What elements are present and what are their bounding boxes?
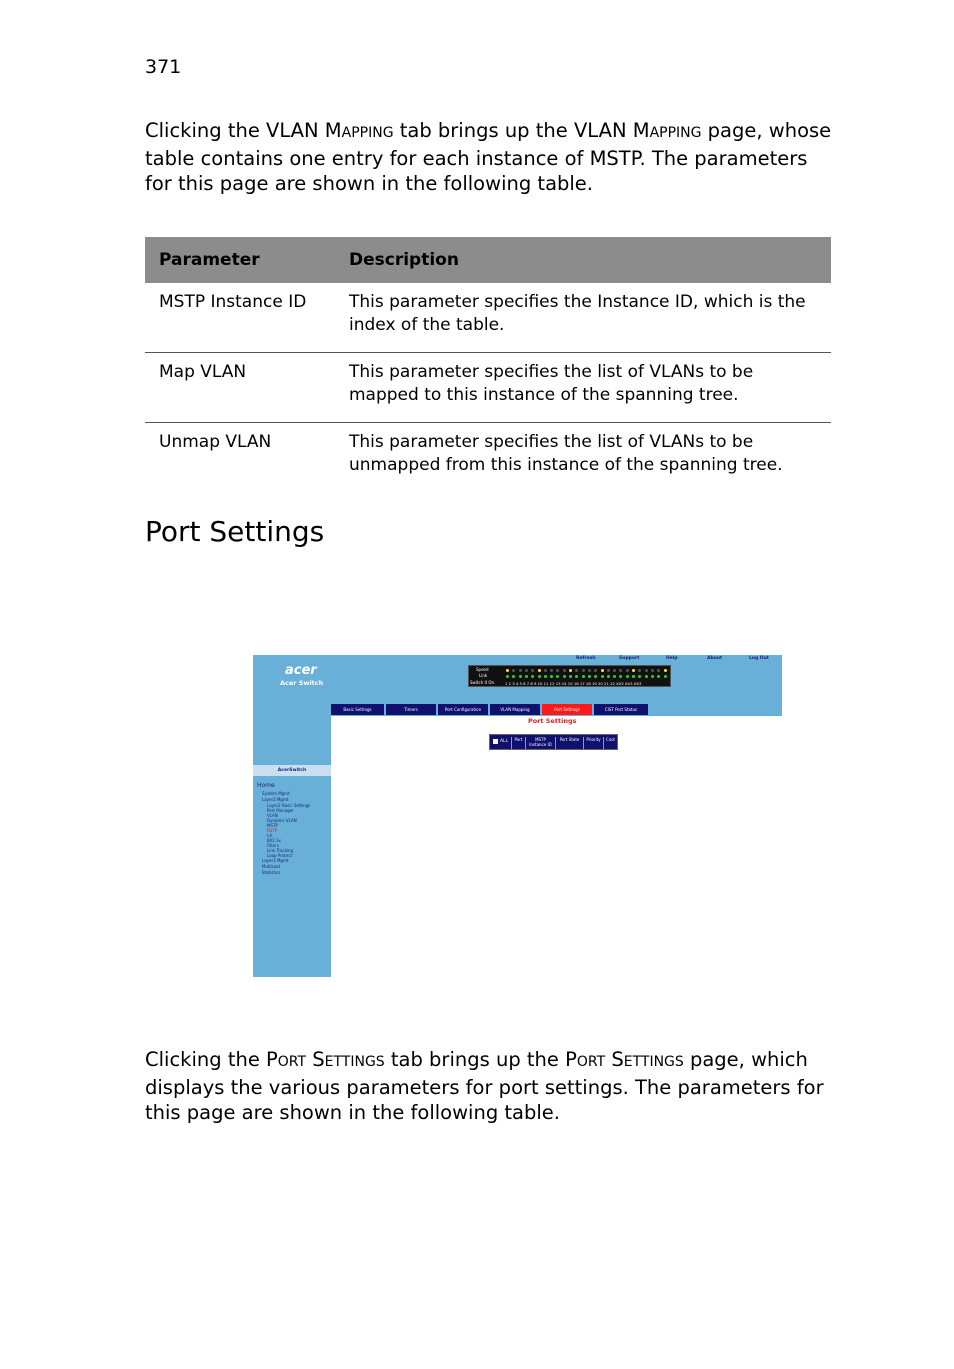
header-parameter: Parameter xyxy=(145,237,335,283)
port-led-dot xyxy=(525,675,528,678)
nav-layer3-mgmt[interactable]: Layer3 Mgmt xyxy=(262,858,289,863)
port-led-dot xyxy=(519,675,522,678)
port-settings-screenshot xyxy=(253,655,782,977)
port-led-dot xyxy=(506,675,509,678)
about-link[interactable]: About xyxy=(707,656,723,661)
sidebar xyxy=(253,716,331,977)
port-led-dot xyxy=(519,669,522,672)
port-led-dot xyxy=(594,675,597,678)
nav-port-manager[interactable]: Port Manager xyxy=(267,808,294,813)
col-mstp-instance-id: MSTP Instance ID xyxy=(525,737,555,749)
param-name: Map VLAN xyxy=(145,353,335,423)
param-name: Unmap VLAN xyxy=(159,432,272,452)
acer-logo: acer xyxy=(285,663,317,678)
all-label: ALL xyxy=(500,739,509,744)
port-led-dot xyxy=(613,675,616,678)
port-led-dot xyxy=(575,669,578,672)
port-led-dot xyxy=(569,675,572,678)
nav-la[interactable]: LA xyxy=(267,833,273,838)
port-led-dot xyxy=(550,675,553,678)
col-port: Port xyxy=(511,737,525,749)
port-led-dot xyxy=(538,669,541,672)
select-all-checkbox[interactable] xyxy=(493,739,498,744)
nav-layer2-basic[interactable]: Layer2 Basic Settings xyxy=(267,803,311,808)
nav-filters[interactable]: Filters xyxy=(267,843,279,848)
param-description: This parameter specifies the list of VLANs to be unmapped from this instance of the spanning tree. xyxy=(349,432,783,475)
col-port-state: Port State xyxy=(555,737,583,749)
parameter-table xyxy=(145,237,831,492)
nav-link-tracking[interactable]: Link Tracking xyxy=(267,848,294,853)
port-led-dot xyxy=(645,675,648,678)
port-settings-table xyxy=(489,734,618,750)
port-led-dot xyxy=(626,675,629,678)
port-led-dot xyxy=(582,675,585,678)
port-led-dot xyxy=(619,669,622,672)
port-led-dot xyxy=(657,675,660,678)
nav-loop-protect[interactable]: Loop Protect xyxy=(267,853,293,858)
table-row xyxy=(145,353,831,423)
nav-system-mgmt[interactable]: System Mgmt xyxy=(262,791,290,796)
port-led-dot xyxy=(651,675,654,678)
param-name: MSTP Instance ID xyxy=(145,283,335,353)
tab-port-configuration[interactable]: Port Configuration xyxy=(438,704,488,715)
speed-label: Speed xyxy=(476,667,489,672)
port-led-dot xyxy=(632,669,635,672)
page-number: 371 xyxy=(145,56,182,78)
port-led-dot xyxy=(512,675,515,678)
refresh-link[interactable]: Refresh xyxy=(576,656,596,661)
section-heading: Port Settings xyxy=(145,515,325,548)
nav-statistics[interactable]: Statistics xyxy=(262,870,281,875)
header-description: Description xyxy=(335,237,831,283)
port-led-dot xyxy=(632,675,635,678)
nav-multicast[interactable]: Multicast xyxy=(262,864,281,869)
nav-home[interactable]: Home xyxy=(257,782,275,789)
tab-cist-port-status[interactable]: CIST Port Status xyxy=(594,704,648,715)
param-description: This parameter specifies the Instance ID, which is the index of the table. xyxy=(335,283,831,353)
nav-mstp[interactable]: MSTP xyxy=(267,823,278,828)
port-led-dot xyxy=(588,675,591,678)
logout-link[interactable]: Log Out xyxy=(749,656,769,661)
port-led-dot xyxy=(544,669,547,672)
port-led-dot xyxy=(544,675,547,678)
col-cost: Cost xyxy=(603,737,617,749)
port-led-dot xyxy=(657,669,660,672)
port-led-dot xyxy=(556,669,559,672)
port-led-dot xyxy=(531,675,534,678)
port-led-dot xyxy=(651,669,654,672)
port-led-dot xyxy=(601,675,604,678)
port-led-dot xyxy=(582,669,585,672)
port-led-dot xyxy=(638,669,641,672)
port-led-dot xyxy=(563,675,566,678)
col-priority: Priority xyxy=(583,737,603,749)
port-led-dot xyxy=(638,675,641,678)
sidebar-tab[interactable]: AcerSwitch xyxy=(253,765,331,776)
port-led-dot xyxy=(556,675,559,678)
nav-vlan[interactable]: VLAN xyxy=(267,813,278,818)
tab-vlan-mapping[interactable]: VLAN Mapping xyxy=(490,704,540,715)
port-numbers: 1 2 3 4 5 6 7 8 9 10 11 12 13 14 15 16 17 18 19 20 21 22 XX3 XX3 XX3 xyxy=(505,681,642,686)
switch-label: Switch 0 On xyxy=(470,680,494,685)
table-row xyxy=(145,423,831,493)
port-led-dot xyxy=(525,669,528,672)
param-description: This parameter specifies the list of VLANs to be mapped to this instance of the spanning tree. xyxy=(335,353,831,423)
port-led-dot xyxy=(607,675,610,678)
port-led-dot xyxy=(664,675,667,678)
help-link[interactable]: Help xyxy=(666,656,678,661)
port-status-panel xyxy=(468,665,671,687)
port-led-dot xyxy=(645,669,648,672)
tab-basic-settings[interactable]: Basic Settings xyxy=(331,704,384,715)
port-led-dot xyxy=(594,669,597,672)
port-led-dot xyxy=(506,669,509,672)
logo-subtitle: Acer Switch xyxy=(280,679,324,687)
port-led-dot xyxy=(626,669,629,672)
port-led-dot xyxy=(550,669,553,672)
port-led-dot xyxy=(512,669,515,672)
port-led-dot xyxy=(613,669,616,672)
tab-timers[interactable]: Timers xyxy=(386,704,436,715)
port-led-dot xyxy=(531,669,534,672)
nav-dynamic-vlan[interactable]: Dynamic VLAN xyxy=(267,818,297,823)
port-led-dot xyxy=(664,669,667,672)
screenshot-page-title: Port Settings xyxy=(528,717,577,725)
outro-paragraph: Clicking the PORT SETTINGS tab brings up the PORT SETTINGS page, which displays the various parameters for port settings. The parameters for this page are shown in the following table. xyxy=(145,1048,824,1124)
port-led-dot xyxy=(575,675,578,678)
port-led-dot xyxy=(569,669,572,672)
nav-layer2-mgmt[interactable]: Layer2 Mgmt xyxy=(262,797,289,802)
nav-rstp[interactable]: RSTP xyxy=(267,828,278,833)
port-led-dot xyxy=(607,669,610,672)
port-led-dot xyxy=(588,669,591,672)
port-led-dot xyxy=(538,675,541,678)
intro-paragraph: Clicking the VLAN MAPPING tab brings up the VLAN MAPPING page, whose table contains one entry for each instance of MSTP. The parameters for this page are shown in the following table. xyxy=(145,119,832,195)
port-led-dot xyxy=(619,675,622,678)
nav-8021x[interactable]: 802.1x xyxy=(267,838,281,843)
table-row xyxy=(145,283,831,353)
table-header-row xyxy=(145,237,831,283)
tab-port-settings[interactable]: Port Settings xyxy=(542,704,592,715)
port-led-dot xyxy=(563,669,566,672)
link-label: Link xyxy=(479,673,488,678)
support-link[interactable]: Support xyxy=(619,656,640,661)
port-led-dot xyxy=(601,669,604,672)
